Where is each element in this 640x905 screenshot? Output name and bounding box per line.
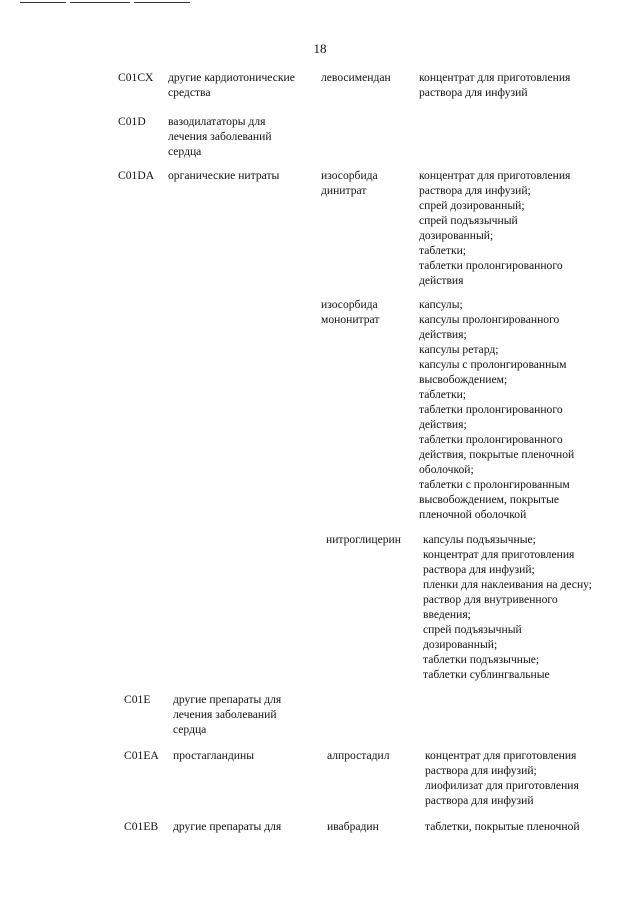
atc-code: C01D (118, 115, 146, 128)
atc-code: C01CX (118, 71, 154, 84)
dosage-forms: концентрат для приготовления раствора для инфузий; спрей дозированный; спрей подъязычный дозированный; таблетки; таблетки пролонгированного действия (419, 169, 571, 287)
dosage-forms: концентрат для приготовления раствора для инфузий; лиофилизат для приготовления раствора для инфузий (425, 749, 579, 807)
page-number: 18 (313, 41, 327, 56)
top-rule (20, 2, 66, 3)
dosage-forms: капсулы; капсулы пролонгированного действия; капсулы ретард; капсулы с пролонгированным высвобождением; таблетки; таблетки пролонгированного действия; таблетки пролонгированного действия, покрытые пленочной оболочкой; таблетки с пролонгированным высвобождением, покрытые пленочной оболочкой (419, 298, 575, 521)
anatomical-therapeutic-group: другие кардиотонические средства (168, 71, 295, 99)
dosage-forms: таблетки, покрытые пленочной (425, 820, 580, 833)
atc-code: C01EA (124, 749, 159, 762)
drug-name: ивабрадин (327, 820, 379, 833)
atc-code: C01E (124, 693, 151, 706)
anatomical-therapeutic-group: другие препараты для (173, 820, 282, 833)
drug-name: изосорбида динитрат (321, 169, 378, 197)
dosage-forms: капсулы подъязычные; концентрат для приготовления раствора для инфузий; пленки для наклеивания на десну; раствор для внутривенного введения; спрей подъязычный дозированный; таблетки подъязычные; таблетки сублингвальные (423, 533, 593, 681)
drug-name: нитроглицерин (326, 533, 401, 546)
anatomical-therapeutic-group: другие препараты для лечения заболеваний сердца (173, 693, 282, 736)
drug-name: алпростадил (327, 749, 390, 762)
top-rule (134, 2, 190, 3)
atc-code: C01EB (124, 820, 159, 833)
top-rule (70, 2, 130, 3)
anatomical-therapeutic-group: простагландины (173, 749, 254, 762)
drug-name: изосорбида мононитрат (321, 298, 380, 326)
atc-code: C01DA (118, 169, 155, 182)
dosage-forms: концентрат для приготовления раствора для инфузий (419, 71, 571, 99)
drug-name: левосимендан (321, 71, 391, 84)
anatomical-therapeutic-group: вазодилататоры для лечения заболеваний сердца (168, 115, 272, 158)
anatomical-therapeutic-group: органические нитраты (168, 169, 280, 182)
